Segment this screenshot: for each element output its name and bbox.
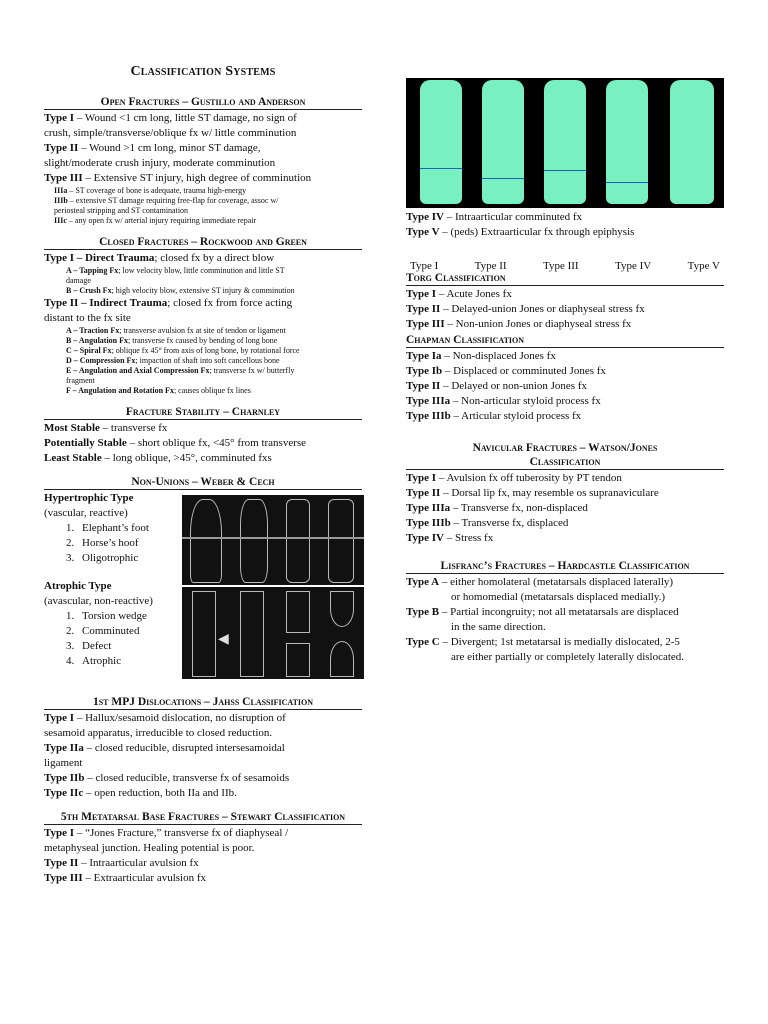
section-heading: Lisfranc’s Fractures – Hardcastle Classification bbox=[406, 560, 724, 574]
type-text: – Non-union Jones or diaphyseal stress fx bbox=[444, 318, 632, 330]
type-label: Type II – Indirect Trauma bbox=[44, 297, 168, 309]
type-label: Type I bbox=[406, 288, 437, 300]
type-text: in the same direction. bbox=[451, 621, 546, 633]
fracture-stability-section bbox=[44, 406, 362, 466]
page-title: Classification Systems bbox=[130, 64, 276, 79]
list-item: Atrophic bbox=[82, 655, 122, 667]
type-text: (vascular, reactive) bbox=[44, 507, 128, 519]
list-item: Comminuted bbox=[82, 625, 140, 637]
section-heading: Non-Unions – Weber & Cech bbox=[44, 476, 362, 490]
subtype-text: damage bbox=[66, 276, 91, 285]
list-item: Elephant’s foot bbox=[82, 522, 149, 534]
type-label: Type IIIa bbox=[406, 502, 451, 514]
type-label: Type IIa bbox=[44, 742, 84, 754]
bone-type-iii bbox=[544, 80, 586, 204]
type-text: – Acute Jones fx bbox=[436, 288, 512, 300]
type-text: – Extraarticular avulsion fx bbox=[82, 872, 207, 884]
type-label: Type IIb bbox=[44, 772, 85, 784]
type-text: (avascular, non-reactive) bbox=[44, 595, 153, 607]
closed-fractures-section bbox=[44, 236, 362, 396]
chapman-section bbox=[406, 334, 724, 424]
type-text: – Divergent; 1st metatarsal is medially dislocated, 2-5 bbox=[439, 636, 680, 648]
section-heading: 5th Metatarsal Base Fractures – Stewart Classification bbox=[44, 811, 362, 825]
type-text: distant to the fx site bbox=[44, 312, 131, 324]
section-heading: Navicular Fractures – Watson/Jones bbox=[472, 442, 658, 454]
type-label: Type IV bbox=[406, 211, 444, 223]
type-label: Type IIIa bbox=[406, 395, 451, 407]
type-text: – Delayed or non-union Jones fx bbox=[440, 380, 587, 392]
subtype-label: A – Traction Fx bbox=[66, 326, 120, 335]
open-fractures-section bbox=[44, 96, 362, 226]
type-text: – Articular styloid process fx bbox=[450, 410, 582, 422]
subtype-label: E – Angulation and Axial Compression Fx bbox=[66, 366, 210, 375]
type-label: Type I bbox=[44, 712, 75, 724]
navicular-section bbox=[406, 442, 724, 546]
subtype-label: D – Compression Fx bbox=[66, 356, 136, 365]
non-unions-section: Non-Unions – Weber & Cech Hypertrophic Type (vascular, reactive) 1. Elephant’s foot 2. Horse’s hoof 3. Oligotrophic Atrophic Type (avascular, non-reactive) 1. Torsion wedge 2. Comminuted 3. Defect 4. Atrophic ◀ bbox=[44, 476, 362, 686]
type-text: – Stress fx bbox=[444, 532, 494, 544]
type-text: ; closed fx from force acting bbox=[167, 297, 293, 309]
section-heading: Closed Fractures – Rockwood and Green bbox=[44, 236, 362, 250]
type-text: – “Jones Fracture,” transverse fx of diaphyseal / bbox=[74, 827, 289, 839]
hypertrophic-nonunion-image bbox=[182, 495, 364, 585]
bone-type-ii bbox=[482, 80, 524, 204]
type-text: ligament bbox=[44, 757, 83, 769]
type-label: Type B bbox=[406, 606, 440, 618]
type-text: are either partially or completely laterally dislocated. bbox=[451, 651, 685, 663]
type-label: Type IIc bbox=[44, 787, 84, 799]
type-label: Type II bbox=[44, 857, 79, 869]
type-text: – Wound >1 cm long, minor ST damage, bbox=[78, 142, 261, 154]
type-label: Type III bbox=[44, 172, 83, 184]
bone-type-iv bbox=[606, 80, 648, 204]
type-label: Type II bbox=[406, 487, 441, 499]
image-label: Type II bbox=[474, 260, 507, 272]
subtype-text: – any open fx w/ arterial injury requiring immediate repair bbox=[66, 216, 257, 225]
type-label: Type II bbox=[406, 380, 441, 392]
type-label: Type II bbox=[44, 142, 79, 154]
type-text: metaphyseal junction. Healing potential is poor. bbox=[44, 842, 255, 854]
type-text: sesamoid apparatus, irreducible to closed reduction. bbox=[44, 727, 273, 739]
type-label: Type I bbox=[406, 472, 437, 484]
type-text: – Transverse fx, non-displaced bbox=[450, 502, 588, 514]
type-label: Type A bbox=[406, 576, 440, 588]
bone-type-v bbox=[670, 80, 714, 204]
arrow-left-icon: ◀ bbox=[218, 632, 229, 647]
section-heading: 1st MPJ Dislocations – Jahss Classification bbox=[44, 696, 362, 710]
type-text: – short oblique fx, <45° from transverse bbox=[126, 437, 307, 449]
type-label: Potentially Stable bbox=[44, 437, 127, 449]
list-item: Oligotrophic bbox=[82, 552, 139, 564]
type-text: – transverse fx bbox=[99, 422, 168, 434]
type-text: – Avulsion fx off tuberosity by PT tendon bbox=[436, 472, 622, 484]
type-text: slight/moderate crush injury, moderate comminution bbox=[44, 157, 276, 169]
subtype-text: ; causes oblique fx lines bbox=[173, 386, 251, 395]
torg-image-labels bbox=[406, 260, 724, 272]
type-label: Type C bbox=[406, 636, 440, 648]
type-text: – Wound <1 cm long, little ST damage, no sign of bbox=[74, 112, 297, 124]
type-text: – Displaced or comminuted Jones fx bbox=[442, 365, 606, 377]
section-heading: Torg Classification bbox=[406, 272, 724, 286]
type-label: Type IV bbox=[406, 532, 444, 544]
type-text: – Transverse fx, displaced bbox=[450, 517, 569, 529]
type-label: Type II bbox=[406, 303, 441, 315]
subtype-text: periosteal stripping and ST contamination bbox=[54, 206, 189, 215]
type-text: – Partial incongruity; not all metatarsals are displaced bbox=[439, 606, 679, 618]
type-text: – either homolateral (metatarsals displaced laterally) bbox=[439, 576, 674, 588]
type-label: Type IIIb bbox=[406, 410, 451, 422]
subtype-label: C – Spiral Fx bbox=[66, 346, 112, 355]
type-text: – long oblique, >45°, comminuted fxs bbox=[101, 452, 272, 464]
type-text: – Non-displaced Jones fx bbox=[441, 350, 556, 362]
subtype-text: – ST coverage of bone is adequate, trauma high-energy bbox=[67, 186, 247, 195]
type-text: or homomedial (metatarsals displaced medially.) bbox=[451, 591, 666, 603]
torg-section bbox=[406, 272, 724, 332]
type-label: Type Ia bbox=[406, 350, 442, 362]
type-label: Type IIIb bbox=[406, 517, 451, 529]
mpj-dislocations-section bbox=[44, 696, 362, 801]
type-label: Least Stable bbox=[44, 452, 102, 464]
type-text: – Non-articular styloid process fx bbox=[450, 395, 601, 407]
section-heading: Classification bbox=[406, 456, 724, 470]
type-text: – open reduction, both IIa and IIb. bbox=[83, 787, 237, 799]
type-text: – Intraarticular avulsion fx bbox=[78, 857, 199, 869]
type-label: Type III bbox=[44, 872, 83, 884]
subtype-label: B – Angulation Fx bbox=[66, 336, 129, 345]
type-text: ; closed fx by a direct blow bbox=[154, 252, 275, 264]
type-text: – Hallux/sesamoid dislocation, no disruption of bbox=[74, 712, 286, 724]
fifth-metatarsal-section bbox=[44, 811, 362, 886]
type-text: – closed reducible, disrupted intersesamoidal bbox=[83, 742, 285, 754]
bone-type-i bbox=[420, 80, 462, 204]
type-text: – (peds) Extraarticular fx through epiphysis bbox=[439, 226, 635, 238]
image-label: Type I bbox=[410, 260, 439, 272]
type-text: – Intraarticular comminuted fx bbox=[444, 211, 583, 223]
type-label: Type Ib bbox=[406, 365, 443, 377]
left-column bbox=[44, 64, 362, 896]
subtype-label: B – Crush Fx bbox=[66, 286, 112, 295]
type-label: Type V bbox=[406, 226, 440, 238]
atrophic-nonunion-image bbox=[182, 587, 364, 679]
right-column bbox=[406, 78, 724, 675]
list-item: Horse’s hoof bbox=[82, 537, 139, 549]
section-heading: Chapman Classification bbox=[406, 334, 724, 348]
lisfranc-section bbox=[406, 560, 724, 665]
subtype-text: ; transverse avulsion fx at site of tendon or ligament bbox=[119, 326, 286, 335]
image-label: Type III bbox=[543, 260, 579, 272]
type-text: – closed reducible, transverse fx of sesamoids bbox=[84, 772, 290, 784]
subtype-label: IIIc bbox=[54, 216, 67, 225]
subtype-text: – extensive ST damage requiring free-flap for coverage, assoc w/ bbox=[67, 196, 279, 205]
list-item: Defect bbox=[82, 640, 112, 652]
subtype-text: ; impaction of shaft into soft cancellous bone bbox=[135, 356, 280, 365]
subtype-text: ; oblique fx 45° from axis of long bone, by rotational force bbox=[111, 346, 300, 355]
section-heading: Open Fractures – Gustillo and Anderson bbox=[44, 96, 362, 110]
subtype-text: ; low velocity blow, little comminution and little ST bbox=[118, 266, 285, 275]
type-label: Type I bbox=[44, 112, 75, 124]
subtype-text: ; high velocity blow, extensive ST injury & comminution bbox=[111, 286, 295, 295]
section-heading: Fracture Stability – Charnley bbox=[44, 406, 362, 420]
subtype-text: ; transverse fx caused by bending of long bone bbox=[128, 336, 278, 345]
subtype-text: fragment bbox=[66, 376, 95, 385]
type-label: Type III bbox=[406, 318, 445, 330]
type-label: Atrophic Type bbox=[44, 580, 112, 592]
type-text: crush, simple/transverse/oblique fx w/ little comminution bbox=[44, 127, 297, 139]
image-label: Type IV bbox=[615, 260, 652, 272]
subtype-label: IIIb bbox=[54, 196, 68, 205]
metatarsal-fracture-diagram bbox=[406, 78, 724, 208]
subtype-text: ; transverse fx w/ butterfly bbox=[209, 366, 295, 375]
subtype-label: F – Angulation and Rotation Fx bbox=[66, 386, 174, 395]
subtype-label: A – Tapping Fx bbox=[66, 266, 119, 275]
type-label: Type I bbox=[44, 827, 75, 839]
type-text: – Dorsal lip fx, may resemble os supranaviculare bbox=[440, 487, 659, 499]
type-text: – Delayed-union Jones or diaphyseal stress fx bbox=[440, 303, 645, 315]
type-label: Hypertrophic Type bbox=[44, 492, 134, 504]
type-label: Most Stable bbox=[44, 422, 100, 434]
subtype-label: IIIa bbox=[54, 186, 68, 195]
type-text: – Extensive ST injury, high degree of comminution bbox=[82, 172, 312, 184]
list-item: Torsion wedge bbox=[82, 610, 147, 622]
type-label: Type I – Direct Trauma bbox=[44, 252, 155, 264]
image-label: Type V bbox=[687, 260, 720, 272]
